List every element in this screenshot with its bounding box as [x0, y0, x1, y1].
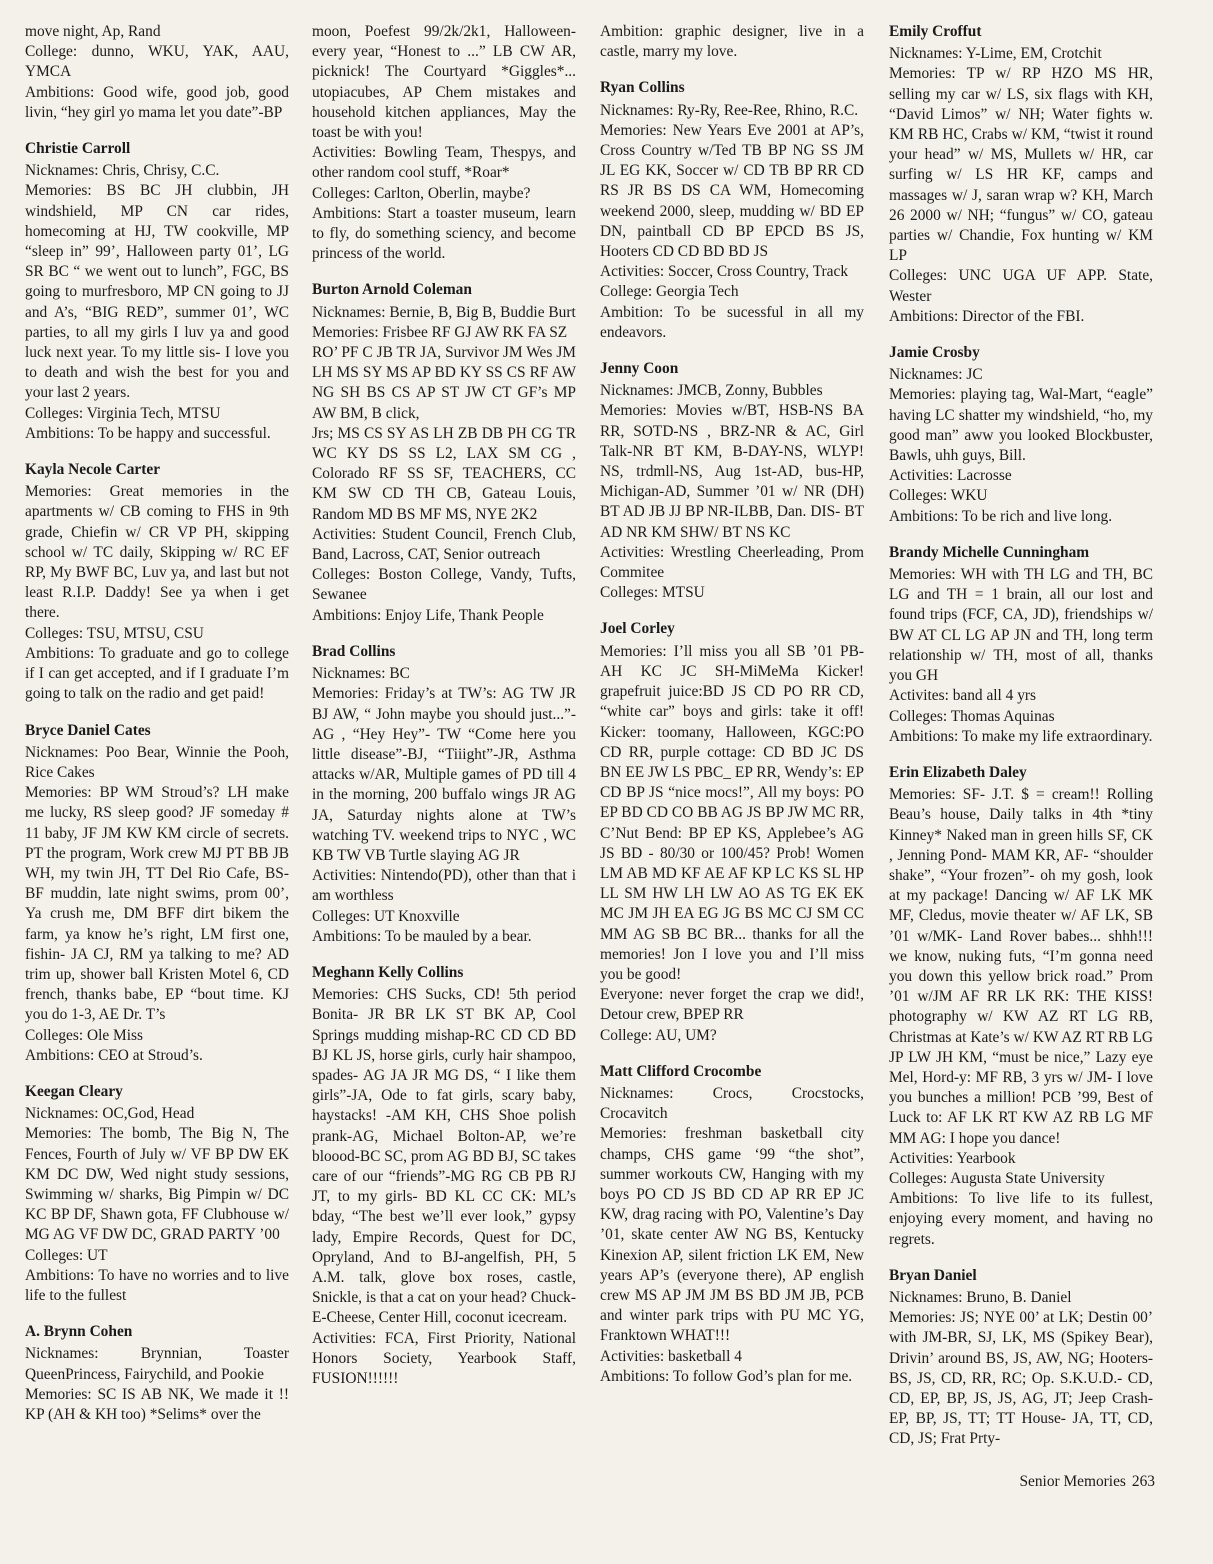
- entry-line: Nicknames: Ry-Ry, Ree-Ree, Rhino, R.C.: [600, 101, 859, 119]
- entry-line: Memories: CHS Sucks, CD! 5th period Bonita- JR BR LK ST BK AP, Cool Springs mudding mishap-RC CD CD BD BJ KL JS, horse girls, curly hair shampoo, spades- AG JA JR MG DS, “ I like them girls”-JA, Ode to fat girls, scary baby, haystacks! -AM KH, CHS Shoe polish prank-AG, Michael Bolton-AP, we’re bloood-BC SC, prom AG BD BJ, SC takes care of our “friends”-MG RG CB PB RJ JT, to my girls- BD KL CC CK: ML’s bday, “The best we’ll ever look,” gypsy lady, Empire Records, Quest for DC, Opryland, And to BJ-angelfish, PH, 5 A.M. talk, glove box roses, castle, Snickle, is that a cat on your head? Chuck-E-Cheese, Center Hill, coconut icecream.: [312, 986, 576, 1327]
- entry-line: Ambitions: To be mauled by a bear.: [312, 927, 532, 945]
- senior-name: Meghann Kelly Collins: [312, 963, 464, 981]
- footer-section-title: Senior Memories: [1019, 1473, 1126, 1490]
- page-columns: [25, 22, 1195, 1502]
- entry-line: Memories: SC IS AB NK, We made it !! KP (AH & KH too) *Selims* over the: [25, 1385, 289, 1423]
- entry-continuation: [312, 22, 576, 264]
- entry-line: Activities: FCA, First Priority, National Honors Society, Yearbook Staff, FUSION!!!!!!: [312, 1329, 576, 1387]
- entry-line: Colleges: UT Knoxville: [312, 907, 460, 925]
- senior-entry: [25, 721, 289, 1066]
- entry-line: Everyone: never forget the crap we did!, Detour crew, BPEP RR: [600, 986, 864, 1024]
- entry-line: Memories: TP w/ RP HZO MS HR, selling my car w/ LS, six flags with KH, “David Limos” w/ NH; Water fights w. KM RB HC, Crabs w/ KM, “twist it round your head” w/ MS, Mullets w/ HR, car surfing w/ LS HR KF, camps and massages w/ J, saran wrap w? KH, March 26 2000 w/ NH; “fungus” w/ CO, gateau parties w/ Chandie, Fox hunting w/ KM LP: [889, 65, 1153, 265]
- senior-name: Burton Arnold Coleman: [312, 281, 472, 299]
- entry-line: Activities: Bowling Team, Thespys, and other random cool stuff, *Roar*: [312, 144, 576, 182]
- entry-line: Ambition: graphic designer, live in a castle, marry my love.: [600, 23, 864, 61]
- senior-entry: [25, 460, 289, 704]
- entry-line: Activities: Student Council, French Club, Band, Lacross, CAT, Senior outreach: [312, 525, 576, 564]
- column-1: [25, 22, 289, 1502]
- entry-line: Memories: playing tag, Wal-Mart, “eagle” having LC shatter my windshield, “ho, my good man” aww you looked Blockbuster, Bawls, uhh guys, Bill.: [889, 386, 1153, 465]
- entry-line: Activites: band all 4 yrs: [889, 687, 1037, 705]
- entry-line: Memories: I’ll miss you all SB ’01 PB-AH KC JC SH-MiMeMa Kicker! grapefruit juice:BD JS CD PO RR CD, “white car” boys and girls: take it off! Kicker: toomany, Halloween, KGC:PO CD RR, purple cottage: CD BD JC DS BN EE JW LS PBC_ EP RR, Wendy’s: EP CD BP JS “nice mocs!”, All my boys: PO EP BD CD CO BB AG JS BP JW MC RR, C’Nut Bend: BP EP KS, Applebee’s AG JS BD - 80/30 or 100/45? Prob! Women LM AB MD KF AE AF KP LC KS SL HP LL SM HW LH LW AO AS TG EK EK MC JM JH EA EG JG BS MC CJ SM CC MM AG SB BC BR... thanks for all the memories! Jon I love you and I’ll miss you be good!: [600, 642, 864, 983]
- entry-line: Activities: Lacrosse: [889, 467, 1012, 485]
- entry-line: Memories: Frisbee RF GJ AW RK FA SZ: [312, 323, 568, 341]
- entry-line: Colleges: WKU: [889, 487, 988, 505]
- entry-continuation: [25, 22, 289, 123]
- senior-name: Kayla Necole Carter: [25, 461, 161, 479]
- entry-line: Colleges: MTSU: [600, 584, 705, 602]
- entry-line: Activities: Nintendo(PD), other than that i am worthless: [312, 867, 576, 905]
- senior-entry: [25, 139, 289, 444]
- senior-entry: [312, 963, 576, 1389]
- entry-line: Ambitions: To be happy and successful.: [25, 424, 271, 442]
- column-2: [312, 22, 576, 1502]
- entry-line: Memories: SF- J.T. $ = cream!! Rolling Beau’s house, Daily talks in 4th *tiny Kinney* Naked man in green hills SF, CK , Jenning Pond- MAM KR, AF- “shoulder shake”, “Your frozen”- oh my gosh, look at my package! Dancing w/ AF LK MK MF, Cledus, movie theater w/ AF LK, SB ’01 w/MK- Land Rover babes... shhh!!! we know, nuking futs, “I’m gonna need you down this yellow brick road.” Prom ’01 w/JM AF RR LK RK: THE KISS! photography w/ KW AZ RT LG RB, Christmas at Kate’s w/ KW AZ RT RB LG JP LW JH KM, “must be nice,” Lazy eye Mel, Hord-y: MF RB, 3 yrs w/ JM- I love you bunches a million! PCB ’99, Best of Luck to: AF LK RT KW AZ RB LG MF MM AG: I hope you dance!: [889, 786, 1153, 1147]
- entry-line: move night, Ap, Rand: [25, 23, 161, 40]
- entry-line: Colleges: TSU, MTSU, CSU: [25, 624, 204, 642]
- entry-line: College: AU, UM?: [600, 1026, 717, 1044]
- entry-line: Colleges: UT: [25, 1246, 108, 1264]
- entry-line: Ambitions: Good wife, good job, good livin, “hey girl yo mama let you date”-BP: [25, 83, 289, 121]
- entry-line: Nicknames: Y-Lime, EM, Crotchit: [889, 45, 1102, 63]
- senior-name: Brad Collins: [312, 642, 396, 660]
- column-4: [889, 22, 1153, 1502]
- entry-line: moon, Poefest 99/2k/2k1, Halloween- every year, “Honest to ...” LB CW AR, picknick! The Courtyard *Giggles*... utopiacubes, AP Chem mistakes and household kitchen appliances, May the toast be with you!: [312, 23, 576, 142]
- entry-line: Activities: basketball 4: [600, 1347, 742, 1365]
- entry-line: Colleges: Augusta State University: [889, 1169, 1105, 1187]
- senior-name: Bryan Daniel: [889, 1266, 977, 1284]
- entry-line: Jrs; MS CS SY AS LH ZB DB PH CG TR WC KY DS SS L2, LAX SM CG , Colorado RF SS SF, TEACHERS, CC KM SW CD TH CB, Gateau Louis, Random MD BS MF MS, NYE 2K2: [312, 424, 576, 523]
- senior-entry: [312, 642, 576, 947]
- entry-line: Nicknames: OC,God, Head: [25, 1105, 195, 1123]
- senior-name: Christie Carroll: [25, 140, 131, 158]
- entry-line: RO’ PF C JB TR JA, Survivor JM Wes JM LH MS SY MS AP BD KY SS CS RF AW NG SH BS CS AP ST JW CT GF’s MP AW BM, B click,: [312, 344, 576, 422]
- senior-name: Bryce Daniel Cates: [25, 721, 151, 739]
- senior-entry: [600, 619, 864, 1045]
- senior-entry: [25, 1322, 289, 1425]
- senior-name: Joel Corley: [600, 620, 675, 638]
- entry-line: Nicknames: Bernie, B, Big B, Buddie Burt: [312, 303, 576, 321]
- entry-line: Nicknames: BC: [312, 665, 410, 683]
- entry-line: Memories: freshman basketball city champs, CHS game ‘99 “the shot”, summer workouts CW, Hanging with my boys PO CD JS BD CD AP RR EP JC KW, drag racing with PO, Valentine’s Day ’01, skate center AW NG BS, Kentucky Kinexion AP, silent friction LK EM, New years AP’s (everyone there), AP english crew MS AP JM JM BS BD JM JB, PCB and winter park trips with PU MC YG, Franktown WHAT!!!: [600, 1125, 864, 1345]
- page-footer: [1013, 1473, 1155, 1491]
- entry-line: Ambitions: To live life to its fullest, enjoying every moment, and having no regrets.: [889, 1190, 1153, 1248]
- entry-continuation: [600, 22, 864, 62]
- senior-name: Erin Elizabeth Daley: [889, 763, 1027, 781]
- senior-entry: [312, 280, 576, 625]
- entry-line: Colleges: Thomas Aquinas: [889, 707, 1055, 725]
- entry-line: Colleges: Carlton, Oberlin, maybe?: [312, 184, 531, 202]
- entry-line: Ambitions: Enjoy Life, Thank People: [312, 606, 544, 624]
- entry-line: Nicknames: Bruno, B. Daniel: [889, 1288, 1072, 1306]
- entry-line: Nicknames: Poo Bear, Winnie the Pooh, Rice Cakes: [25, 743, 289, 781]
- entry-line: Ambitions: To make my life extraordinary.: [889, 727, 1153, 745]
- entry-line: Ambitions: To follow God’s plan for me.: [600, 1367, 853, 1385]
- entry-line: Ambitions: To graduate and go to college if I can get accepted, and if I graduate I’m going to talk on the radio and get paid!: [25, 644, 289, 703]
- entry-line: Colleges: Virginia Tech, MTSU: [25, 404, 221, 422]
- entry-line: Memories: New Years Eve 2001 at AP’s, Cross Country w/Ted TB BP NG SS JM JL EG KK, Soccer w/ CD TB BP RR CD RS JR BS DS CA WM, Homecoming weekend 2000, sleep, mudding w/ BD EP DN, paintball CD BP EPCD BS JS, Hooters CD CD BD BD JS: [600, 121, 864, 261]
- senior-name: Matt Clifford Crocombe: [600, 1062, 762, 1080]
- entry-line: Activities: Wrestling Cheerleading, Prom Commitee: [600, 543, 864, 582]
- entry-line: Ambition: To be sucessful in all my endeavors.: [600, 303, 864, 341]
- senior-entry: [25, 1082, 289, 1306]
- entry-line: Memories: Great memories in the apartments w/ CB coming to FHS in 9th grade, Chiefin w/ CR VP PH, skipping school w/ TC daily, Skipping w/ RC EF RP, My BWF BC, Luv ya, and last but not least R.I.P. Daddy! See ya when i get there.: [25, 483, 289, 622]
- senior-entry: [889, 543, 1153, 747]
- entry-line: Memories: JS; NYE 00’ at LK; Destin 00’ with JM-BR, SJ, LK, MS (Spikey Bear), Drivin’ around BS, JS, AW, NG; Hooters- BS, JS, CD, RR, RC; Op. S.K.U.D.- CD, CD, EP, BP, JS, JS, AG, JT; Jeep Crash- EP, BP, JS, TT; TT House- JA, TT, CD, CD, JS; Frat Prty-: [889, 1309, 1153, 1448]
- senior-entry: [889, 22, 1153, 327]
- senior-name: Ryan Collins: [600, 79, 685, 97]
- entry-line: Ambitions: Director of the FBI.: [889, 307, 1085, 325]
- entry-line: College: Georgia Tech: [600, 283, 739, 301]
- senior-entry: [600, 78, 864, 343]
- entry-line: Colleges: Boston College, Vandy, Tufts, Sewanee: [312, 566, 576, 604]
- senior-entry: [889, 763, 1153, 1250]
- entry-line: Activities: Yearbook: [889, 1149, 1016, 1167]
- entry-line: Ambitions: CEO at Stroud’s.: [25, 1046, 203, 1064]
- entry-line: Memories: BP WM Stroud’s? LH make me lucky, RS sleep good? JF someday # 11 baby, JF JM KW KM circle of secrets. PT the program, Work crew MJ PT BB JB WH, my twin JH, TT Del Rio Cafe, BS-BF muddin, late night swims, prom 00’, Ya crush me, DM BFF dirt bikem the farm, ya know he’s right, LM first one, fishin- JA CJ, RM ya talking to me? AD trim up, shower ball Kristen Motel 6, CD french, thanks babe, EP “bout time. KJ you do 1-3, AE Dr. T’s: [25, 784, 289, 1024]
- entry-line: Memories: WH with TH LG and TH, BC LG and TH = 1 brain, all our lost and found trips (FCF, CA, JD), friendships w/ BW AT CL LG AP JN and TH, long term relationship w/ TH, most of all, thanks you GH: [889, 566, 1153, 685]
- entry-line: Nicknames: Chris, Chrisy, C.C.: [25, 162, 220, 180]
- entry-line: Memories: The bomb, The Big N, The Fences, Fourth of July w/ VF BP DW EK KM DC DW, Wed night study sessions, Swimming w/ sharks, Big Pimpin w/ DC KC BP DF, Shawn gota, FF Clubhouse w/ MG AG VF DW DC, GRAD PARTY ’00: [25, 1125, 289, 1244]
- column-3: [600, 22, 864, 1502]
- entry-line: Colleges: Ole Miss: [25, 1026, 143, 1044]
- entry-line: Memories: BS BC JH clubbin, JH windshield, MP CN car rides, homecoming at HJ, TW cookville, MP “sleep in” 99’, Halloween party 01’, LG SR BC “ we went out to lunch”, FGC, BS going to murfresboro, MP CN going to JJ and A’s, “BIG RED”, summer 01’, WC parties, to all my girls I luv ya and good luck next year. To my little sis- I love you to death and wish the best for you and your last 2 years.: [25, 182, 289, 402]
- entry-line: Colleges: UNC UGA UF APP. State, Wester: [889, 267, 1153, 305]
- senior-entry: [889, 343, 1153, 527]
- senior-name: Jamie Crosby: [889, 344, 980, 362]
- senior-entry: [600, 1062, 864, 1387]
- entry-line: Memories: Movies w/BT, HSB-NS BA RR, SOTD-NS , BRZ-NR & AC, Girl Talk-NR BT KM, B-DAY-NS, WLYP! NS, trdmll-NS, Aug 1st-AD, bus-HP, Michigan-AD, Summer ’01 w/ NR (DH) BT AD JB JJ BP NR-ILBB, Dan. DIS- BT AD NR KM SHW/ BT NS KC: [600, 402, 864, 541]
- entry-line: Nicknames: JC: [889, 366, 983, 384]
- senior-name: Keegan Cleary: [25, 1082, 123, 1100]
- entry-line: Nicknames: JMCB, Zonny, Bubbles: [600, 382, 823, 400]
- senior-name: Brandy Michelle Cunningham: [889, 543, 1090, 561]
- entry-line: Nicknames: Brynnian, Toaster QueenPrincess, Fairychild, and Pookie: [25, 1345, 289, 1383]
- senior-name: Jenny Coon: [600, 360, 679, 378]
- entry-line: Ambitions: To have no worries and to live life to the fullest: [25, 1266, 289, 1304]
- entry-line: Ambitions: Start a toaster museum, learn to fly, do something sciency, and become princess of the world.: [312, 204, 576, 263]
- entry-line: Memories: Friday’s at TW’s: AG TW JR BJ AW, “ John maybe you should just...”-AG , “Hey Hey”- TW “Come here you little disease”-BJ, “Tiiight”-JR, Asthma attacks w/AR, Multiple games of PD till 4 in the morning, 200 buffalo wings JR AG JA, Saturday nights alone at TW’s watching TV. weekend trips to NYC , WC KB TW VB Turtle slaying AG JR: [312, 685, 576, 864]
- page-number: 263: [1131, 1473, 1155, 1490]
- entry-line: Activities: Soccer, Cross Country, Track: [600, 263, 849, 281]
- entry-line: Nicknames: Crocs, Crocstocks, Crocavitch: [600, 1084, 864, 1123]
- senior-entry: [600, 359, 864, 603]
- entry-line: Ambitions: To be rich and live long.: [889, 507, 1113, 525]
- senior-name: Emily Croffut: [889, 23, 982, 40]
- entry-line: College: dunno, WKU, YAK, AAU, YMCA: [25, 43, 289, 81]
- senior-name: A. Brynn Cohen: [25, 1323, 133, 1341]
- senior-entry: [889, 1266, 1153, 1450]
